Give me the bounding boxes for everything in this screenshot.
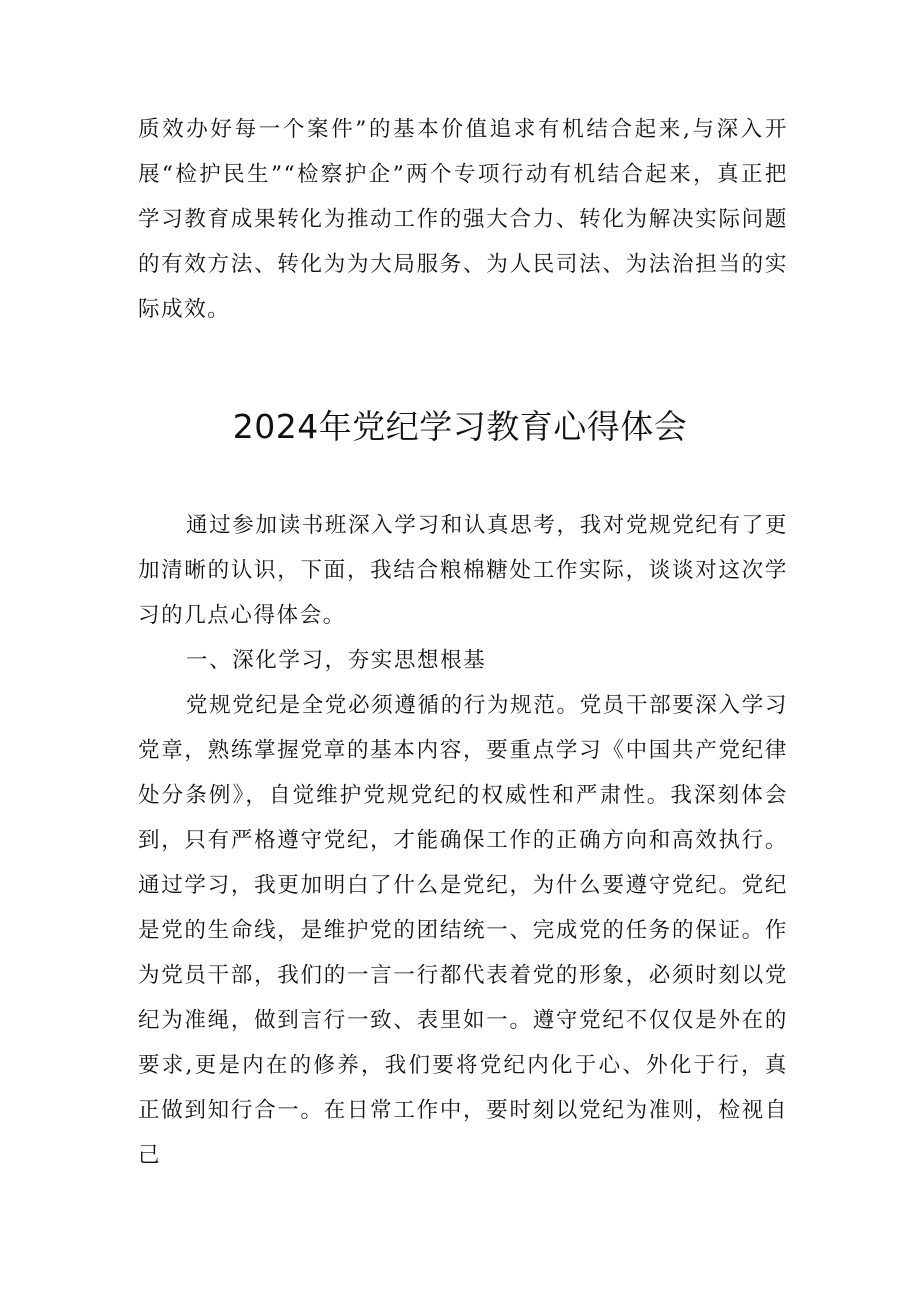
document-body xyxy=(138,503,788,1178)
continuation-text xyxy=(138,107,788,332)
section-heading: 一、深化学习，夯实思想根基 xyxy=(186,648,487,673)
intro-paragraph: 通过参加读书班深入学习和认真思考，我对党规党纪有了更加清晰的认识，下面，我结合粮棉糖处工作实际，谈谈对这次学习的几点心得体会。 xyxy=(138,513,788,628)
continuation-paragraph: 质效办好每一个案件”的基本价值追求有机结合起来,与深入开展“检护民生”“检察护企”两个专项行动有机结合起来，真正把学习教育成果转化为推动工作的强大合力、转化为解决实际问题的有效方法、转化为为大局服务、为人民司法、为法治担当的实际成效。 xyxy=(138,117,788,322)
document-title: 2024年党纪学习教育心得体会 xyxy=(232,407,688,446)
body-paragraph: 党规党纪是全党必须遵循的行为规范。党员干部要深入学习党章，熟练掌握党章的基本内容，要重点学习《中国共产党纪律处分条例》，自觉维护党规党纪的权威性和严肃性。我深刻体会到，只有严格遵守党纪，才能确保工作的正确方向和高效执行。通过学习，我更加明白了什么是党纪，为什么要遵守党纪。党纪是党的生命线，是维护党的团结统一、完成党的任务的保证。作为党员干部，我们的一言一行都代表着党的形象，必须时刻以党纪为准绳，做到言行一致、表里如一。遵守党纪不仅仅是外在的要求,更是内在的修养，我们要将党纪内化于心、外化于行，真正做到知行合一。在日常工作中，要时刻以党纪为准则，检视自己 xyxy=(138,693,788,1168)
